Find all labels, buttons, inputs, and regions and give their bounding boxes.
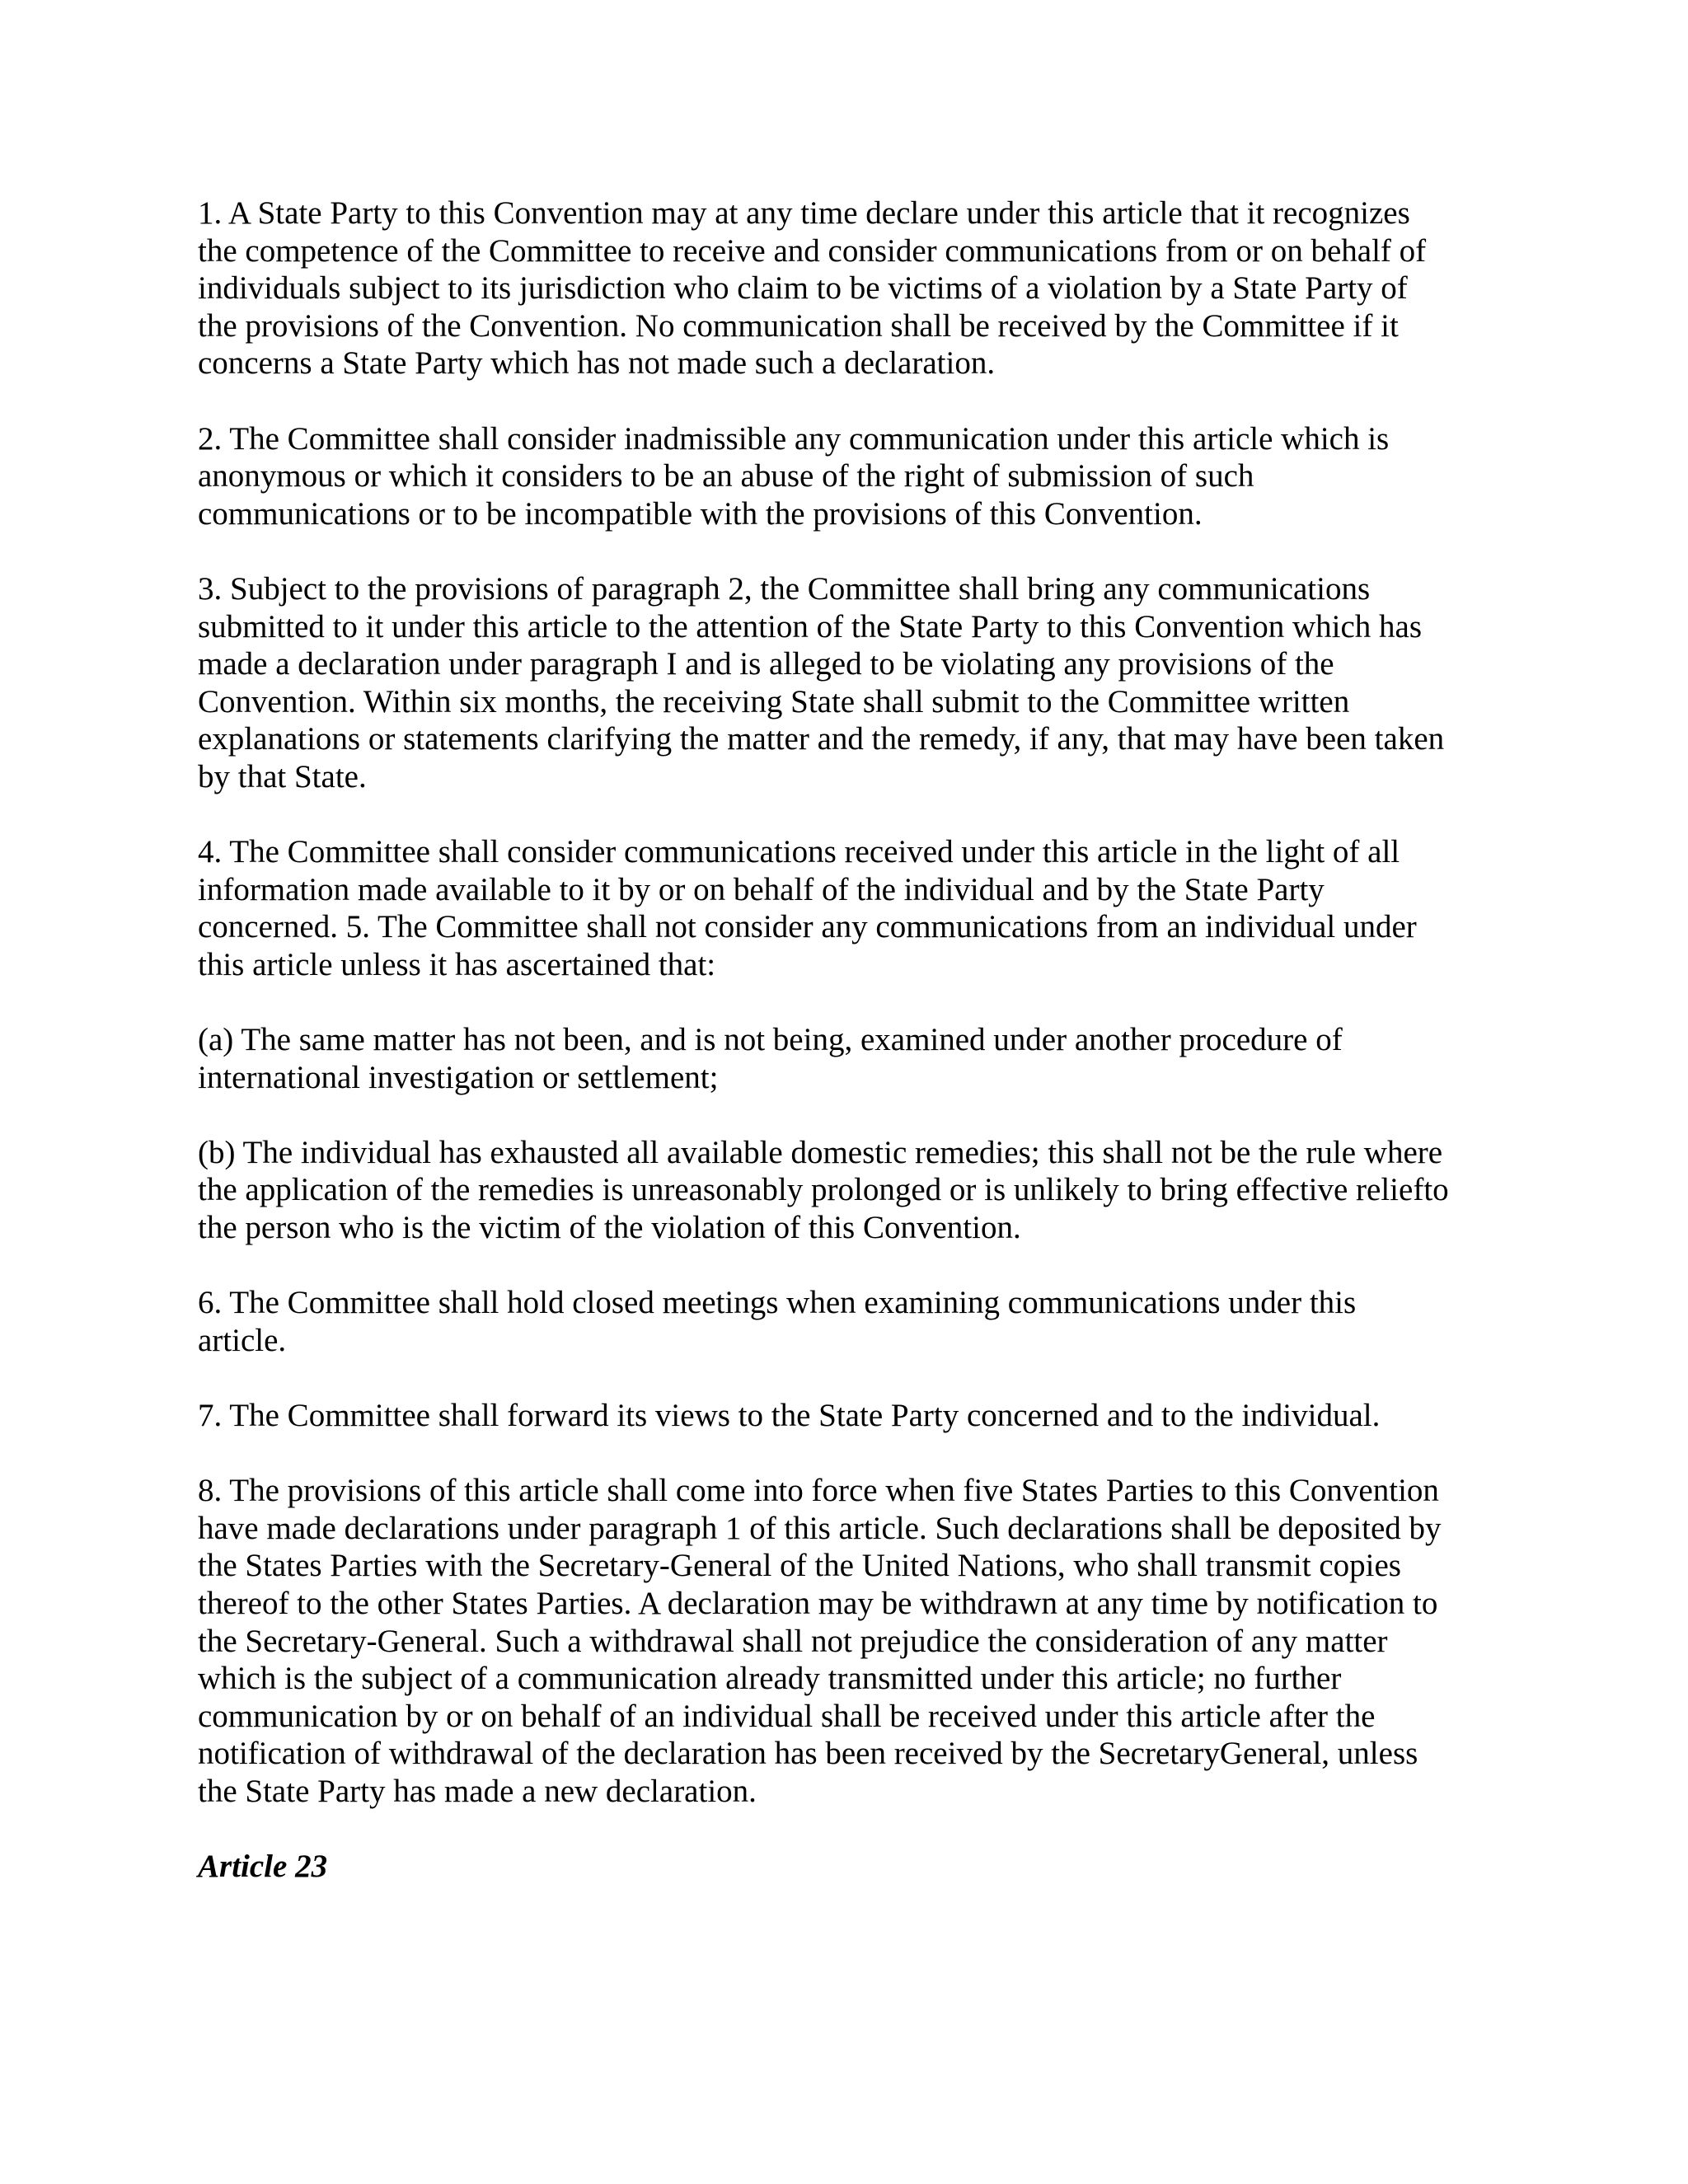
text-line: 1. A State Party to this Convention may at any time declare under this article that it recognizes (198, 195, 1410, 231)
text-line: concerned. 5. The Committee shall not consider any communications from an individual under (198, 909, 1417, 945)
text-line: communications or to be incompatible with the provisions of this Convention. (198, 495, 1203, 532)
text-line: notification of withdrawal of the declaration has been received by the SecretaryGeneral, unless (198, 1736, 1418, 1772)
text-line: 4. The Committee shall consider communications received under this article in the light of all (198, 834, 1400, 870)
paragraph-8 (198, 1472, 1492, 1810)
text-line: explanations or statements clarifying the matter and the remedy, if any, that may have been taken (198, 721, 1445, 757)
text-line: 3. Subject to the provisions of paragraph 2, the Committee shall bring any communications (198, 570, 1371, 607)
text-line: 8. The provisions of this article shall come into force when five States Parties to this Convention (198, 1473, 1439, 1509)
article-heading: Article 23 (198, 1849, 328, 1885)
text-line: which is the subject of a communication already transmitted under this article; no further (198, 1661, 1342, 1697)
paragraph-5a (198, 1021, 1492, 1096)
text-line: the application of the remedies is unreasonably prolonged or is unlikely to bring effective reliefto (198, 1172, 1449, 1208)
text-line: the provisions of the Convention. No communication shall be received by the Committee if it (198, 307, 1399, 344)
text-line: this article unless it has ascertained that: (198, 946, 716, 982)
text-line: have made declarations under paragraph 1 of this article. Such declarations shall be deposited by (198, 1510, 1442, 1546)
paragraph-4 (198, 833, 1492, 983)
text-line: information made available to it by or on behalf of the individual and by the State Party (198, 871, 1325, 907)
text-line: anonymous or which it considers to be an abuse of the right of submission of such (198, 458, 1254, 494)
text-line: thereof to the other States Parties. A declaration may be withdrawn at any time by notification to (198, 1585, 1438, 1621)
text-line: individuals subject to its jurisdiction who claim to be victims of a violation by a State Party of (198, 270, 1408, 307)
document-body (198, 194, 1492, 1923)
text-line: article. (198, 1322, 287, 1358)
text-line: the competence of the Committee to receive and consider communications from or on behalf of (198, 232, 1427, 269)
text-line: communication by or on behalf of an individual shall be received under this article after the (198, 1698, 1376, 1734)
text-line: the person who is the victim of the violation of this Convention. (198, 1210, 1021, 1246)
paragraph-6 (198, 1284, 1492, 1359)
text-line: (a) The same matter has not been, and is not being, examined under another procedure of (198, 1022, 1343, 1058)
text-line: 7. The Committee shall forward its views to the State Party concerned and to the individual. (198, 1398, 1381, 1433)
text-line: submitted to it under this article to the attention of the State Party to this Convention which has (198, 608, 1423, 644)
text-line: the Secretary-General. Such a withdrawal shall not prejudice the consideration of any matter (198, 1623, 1388, 1659)
text-line: the States Parties with the Secretary-General of the United Nations, who shall transmit copies (198, 1548, 1401, 1584)
text-line: (b) The individual has exhausted all available domestic remedies; this shall not be the rule where (198, 1134, 1443, 1170)
text-line: the State Party has made a new declaration. (198, 1773, 757, 1809)
text-line: 2. The Committee shall consider inadmissible any communication under this article which is (198, 420, 1390, 457)
paragraph-1 (198, 194, 1492, 382)
paragraph-2 (198, 420, 1492, 533)
text-line: concerns a State Party which has not made such a declaration. (198, 345, 996, 382)
paragraph-5b (198, 1134, 1492, 1247)
text-line: international investigation or settlement; (198, 1059, 719, 1095)
text-line: Convention. Within six months, the receiving State shall submit to the Committee written (198, 683, 1350, 719)
text-line: by that State. (198, 758, 367, 794)
text-line: 6. The Committee shall hold closed meetings when examining communications under this (198, 1285, 1357, 1321)
paragraph-7 (198, 1397, 1492, 1435)
paragraph-3 (198, 570, 1492, 796)
text-line: made a declaration under paragraph I and is alleged to be violating any provisions of the (198, 646, 1334, 682)
